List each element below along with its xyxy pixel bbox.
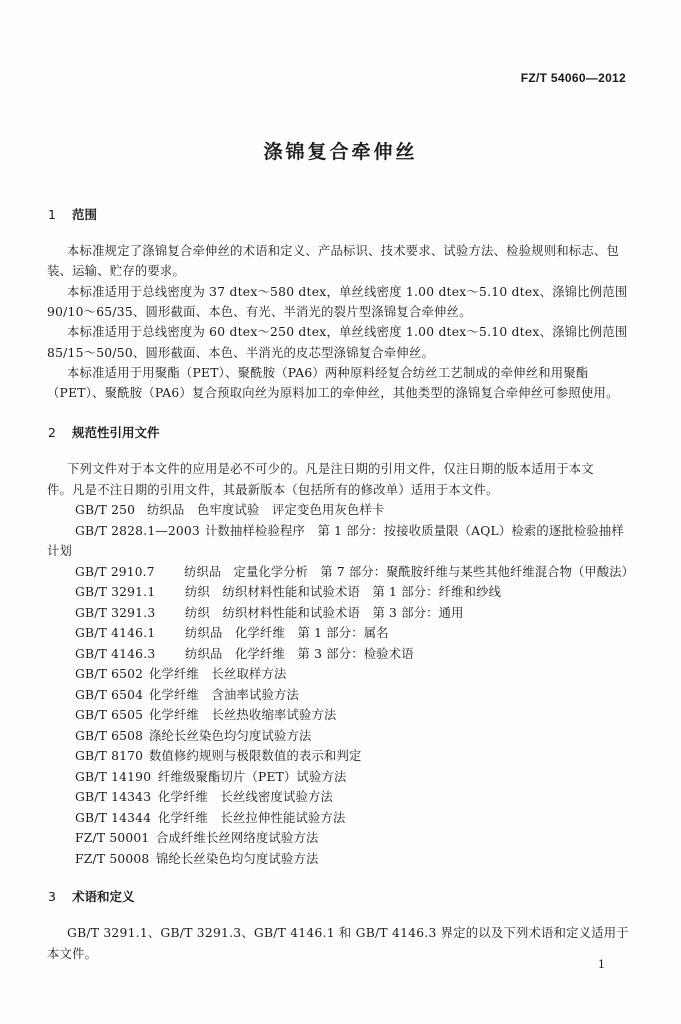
section-3-heading bbox=[48, 887, 135, 905]
reference-code: GB/T 250 bbox=[75, 503, 136, 517]
reference-code: GB/T 6502 bbox=[75, 667, 144, 681]
reference-code: GB/T 6508 bbox=[75, 729, 144, 743]
section-2-heading bbox=[48, 423, 160, 441]
scope-line: 本标准适用于总线密度为 37 dtex～580 dtex，单丝线密度 1.00 dtex～5.10 dtex、涤锦比例范围 bbox=[67, 285, 628, 299]
reference-code: GB/T 14344 bbox=[75, 811, 152, 825]
reference-continuation: 计划 bbox=[47, 544, 73, 558]
reference-title: 涤纶长丝染色均匀度试验方法 bbox=[149, 729, 312, 743]
reference-item bbox=[75, 808, 345, 826]
reference-item bbox=[75, 664, 286, 682]
reference-title: 纺织 纺织材料性能和试验术语 第 1 部分：纤维和纱线 bbox=[185, 585, 502, 599]
reference-item bbox=[75, 582, 501, 600]
reference-code: GB/T 8170 bbox=[75, 749, 144, 763]
reference-code: GB/T 6505 bbox=[75, 708, 144, 722]
reference-code: GB/T 6504 bbox=[75, 688, 144, 702]
section-title: 术语和定义 bbox=[72, 889, 135, 904]
section-title: 规范性引用文件 bbox=[72, 425, 160, 440]
reference-code: FZ/T 50008 bbox=[75, 852, 150, 866]
page-number: 1 bbox=[598, 958, 605, 971]
reference-title: 纺织品 化学纤维 第 1 部分：属名 bbox=[185, 626, 389, 640]
reference-code: GB/T 3291.3 bbox=[75, 606, 156, 620]
reference-code: GB/T 14190 bbox=[75, 770, 152, 784]
reference-title: 数值修约规则与极限数值的表示和判定 bbox=[149, 749, 362, 763]
scope-line: 本标准适用于总线密度为 60 dtex～250 dtex，单丝线密度 1.00 dtex～5.10 dtex、涤锦比例范围 bbox=[67, 325, 628, 339]
reference-code: GB/T 4146.1 bbox=[75, 626, 156, 640]
reference-item bbox=[75, 705, 336, 723]
reference-code: GB/T 3291.1 bbox=[75, 585, 156, 599]
reference-item bbox=[75, 767, 347, 785]
reference-item bbox=[75, 644, 414, 662]
reference-title: 化学纤维 长丝拉伸性能试验方法 bbox=[158, 811, 346, 825]
reference-title: 化学纤维 长丝取样方法 bbox=[149, 667, 287, 681]
reference-item bbox=[75, 726, 311, 744]
reference-code: GB/T 14343 bbox=[75, 790, 152, 804]
reference-code: GB/T 2828.1—2003 bbox=[75, 524, 200, 538]
reference-title: 化学纤维 含油率试验方法 bbox=[149, 688, 299, 702]
section-number: 3 bbox=[48, 889, 56, 904]
reference-item bbox=[75, 746, 361, 764]
scope-line: 90/10～65/35、圆形截面、本色、有光、半消光的裂片型涤锦复合牵伸丝。 bbox=[47, 305, 472, 319]
reference-title: 化学纤维 长丝热收缩率试验方法 bbox=[149, 708, 337, 722]
reference-title: 纺织品 化学纤维 第 3 部分：检验术语 bbox=[185, 647, 414, 661]
reference-item bbox=[75, 623, 389, 641]
reference-title: 合成纤维长丝网络度试验方法 bbox=[156, 831, 319, 845]
section-number: 2 bbox=[48, 425, 56, 440]
reference-item bbox=[75, 562, 634, 580]
normref-intro-line: 件。凡是不注日期的引用文件，其最新版本（包括所有的修改单）适用于本文件。 bbox=[47, 483, 499, 497]
reference-item bbox=[75, 500, 384, 518]
reference-title: 纺织品 色牢度试验 评定变色用灰色样卡 bbox=[147, 503, 385, 517]
section-title: 范围 bbox=[72, 207, 98, 222]
reference-title: 纺织 纺织材料性能和试验术语 第 3 部分：通用 bbox=[185, 606, 464, 620]
reference-title: 纤维级聚酯切片（PET）试验方法 bbox=[158, 770, 347, 784]
reference-item bbox=[75, 849, 318, 867]
normref-intro-line: 下列文件对于本文件的应用是必不可少的。凡是注日期的引用文件，仅注日期的版本适用于本文 bbox=[67, 462, 594, 476]
reference-item bbox=[75, 828, 318, 846]
section-1-heading bbox=[48, 205, 97, 223]
reference-code: GB/T 2910.7 bbox=[75, 565, 155, 579]
reference-item bbox=[75, 521, 624, 539]
reference-code: GB/T 4146.3 bbox=[75, 647, 156, 661]
scope-line: 装、运输、贮存的要求。 bbox=[47, 264, 186, 278]
scope-line: 85/15～50/50、圆形截面、本色、半消光的皮芯型涤锦复合牵伸丝。 bbox=[47, 346, 435, 360]
scope-line: （PET）、聚酰胺（PA6）复合预取向丝为原料加工的牵伸丝，其他类型的涤锦复合牵伸丝可参照使用。 bbox=[47, 386, 619, 400]
standard-number: FZ/T 54060—2012 bbox=[520, 71, 626, 85]
document-title: 涤锦复合牵伸丝 bbox=[263, 141, 418, 163]
reference-title: 计数抽样检验程序 第 1 部分：按接收质量限（AQL）检索的逐批检验抽样 bbox=[205, 524, 624, 538]
reference-item bbox=[75, 685, 299, 703]
reference-item bbox=[75, 603, 464, 621]
reference-title: 纺织品 定量化学分析 第 7 部分：聚酰胺纤维与某些其他纤维混合物（甲酸法） bbox=[184, 565, 635, 579]
reference-item bbox=[75, 787, 333, 805]
reference-title: 化学纤维 长丝线密度试验方法 bbox=[158, 790, 333, 804]
terms-line: GB/T 3291.1、GB/T 3291.3、GB/T 4146.1 和 GB/T 4146.3 界定的以及下列术语和定义适用于 bbox=[67, 926, 629, 940]
section-number: 1 bbox=[48, 207, 56, 222]
scope-line: 本标准适用于用聚酯（PET）、聚酰胺（PA6）两种原料经复合纺丝工艺制成的牵伸丝和用聚酯 bbox=[67, 366, 589, 380]
reference-title: 锦纶长丝染色均匀度试验方法 bbox=[156, 852, 319, 866]
terms-line: 本文件。 bbox=[47, 947, 98, 961]
scope-line: 本标准规定了涤锦复合牵伸丝的术语和定义、产品标识、技术要求、试验方法、检验规则和标志、包 bbox=[67, 244, 620, 258]
reference-code: FZ/T 50001 bbox=[75, 831, 150, 845]
